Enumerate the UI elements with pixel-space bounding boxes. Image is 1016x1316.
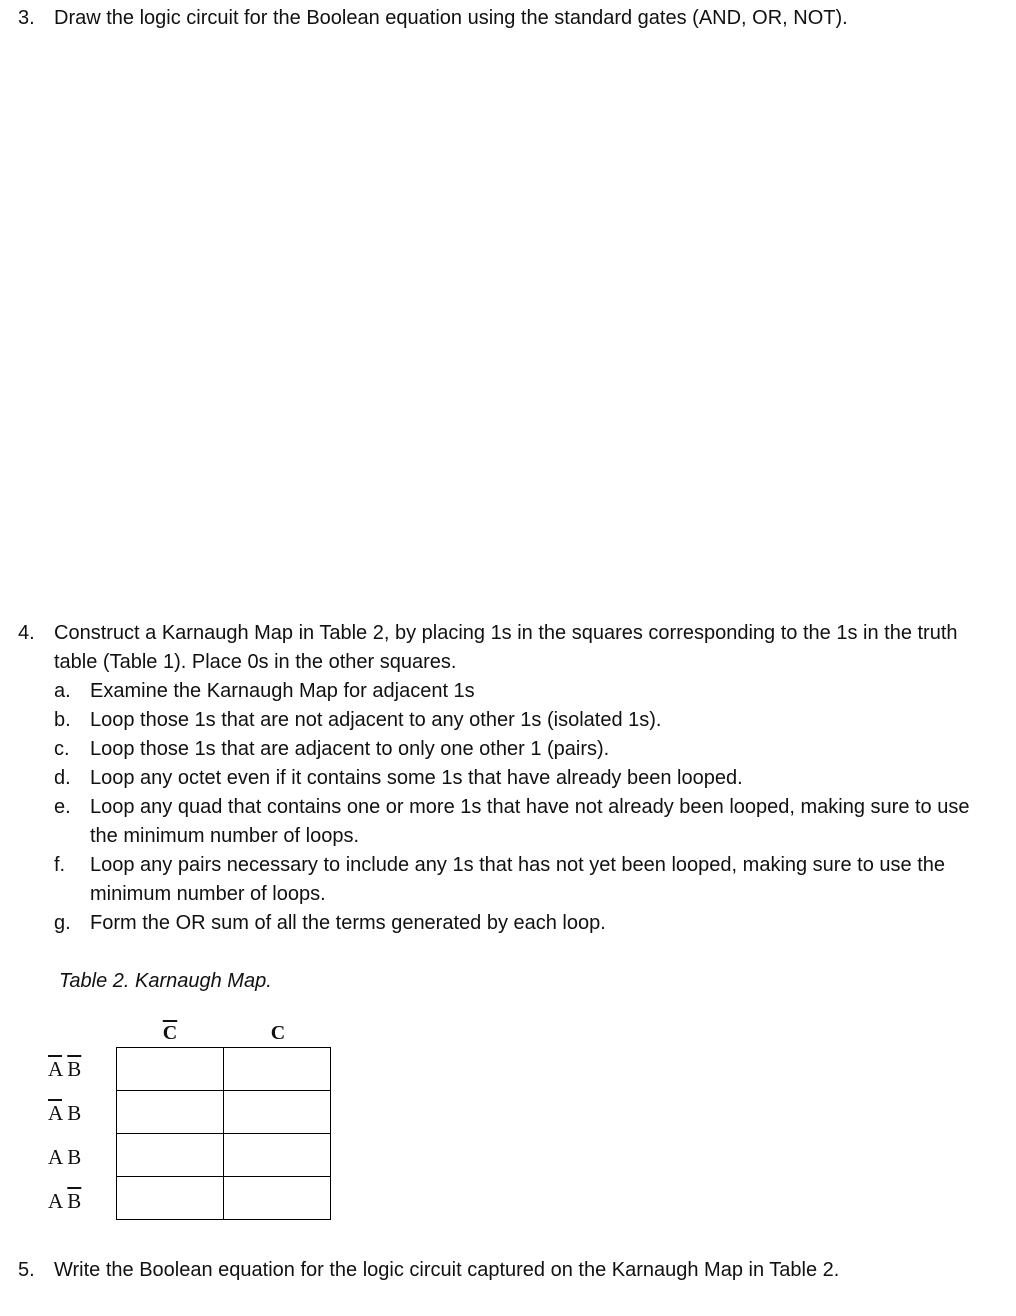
kmap-col-header-c-not <box>116 1022 224 1045</box>
subitem-letter: d. <box>54 767 71 789</box>
subitem-letter: b. <box>54 709 71 731</box>
kmap-row-header-a-b <box>48 1135 81 1179</box>
question-5 <box>18 1256 978 1285</box>
kmap-row-var-b: $\overline{B}$ <box>67 1057 82 1081</box>
kmap-cell[interactable] <box>117 1048 224 1091</box>
kmap-row-var-b: B <box>67 1145 82 1169</box>
question-5-number: 5. <box>18 1259 35 1281</box>
subitem-text: Loop any pairs necessary to include any 1s that has not yet been looped, making sure to use the minimum number of loops. <box>90 854 945 905</box>
question-4-text: Construct a Karnaugh Map in Table 2, by placing 1s in the squares corresponding to the 1s in the truth table (Table 1). Place 0s in the other squares. <box>54 622 958 673</box>
question-4 <box>18 619 978 677</box>
subitem-letter: a. <box>54 680 71 702</box>
kmap-cell[interactable] <box>224 1177 331 1220</box>
kmap-cell[interactable] <box>117 1134 224 1177</box>
kmap-col-header-text: $\overline{C}$ <box>162 1022 178 1044</box>
question-4-subitems <box>54 677 974 938</box>
subitem-f <box>54 851 974 909</box>
subitem-a <box>54 677 974 706</box>
subitem-d <box>54 764 974 793</box>
subitem-text: Loop those 1s that are not adjacent to any other 1s (isolated 1s). <box>90 709 662 731</box>
kmap-row-var-a: A <box>48 1189 63 1213</box>
question-3 <box>18 4 978 33</box>
kmap-col-header-text: C <box>270 1022 286 1044</box>
subitem-g <box>54 909 974 938</box>
kmap-cell[interactable] <box>117 1177 224 1220</box>
subitem-letter: f. <box>54 854 66 876</box>
kmap-row-var-a: $\overline{A}$ <box>48 1057 63 1081</box>
subitem-text: Loop any octet even if it contains some 1s that have already been looped. <box>90 767 743 789</box>
subitem-c <box>54 735 974 764</box>
subitem-text: Loop those 1s that are adjacent to only one other 1 (pairs). <box>90 738 610 760</box>
subitem-text: Examine the Karnaugh Map for adjacent 1s <box>90 680 475 702</box>
question-3-number: 3. <box>18 7 35 29</box>
kmap-row <box>117 1134 331 1177</box>
subitem-text: Form the OR sum of all the terms generated by each loop. <box>90 912 606 934</box>
subitem-b <box>54 706 974 735</box>
kmap-cell[interactable] <box>224 1048 331 1091</box>
kmap-cell[interactable] <box>224 1091 331 1134</box>
kmap-cell[interactable] <box>224 1134 331 1177</box>
kmap-row-header-a-not-b-not <box>48 1047 81 1091</box>
subitem-letter: g. <box>54 912 71 934</box>
kmap-row-var-b: $\overline{B}$ <box>67 1189 82 1213</box>
karnaugh-map-grid <box>116 1047 331 1220</box>
kmap-row-var-a: A <box>48 1145 63 1169</box>
kmap-row-var-b: B <box>67 1101 82 1125</box>
subitem-e <box>54 793 974 851</box>
kmap-col-header-c <box>224 1022 332 1045</box>
question-5-text: Write the Boolean equation for the logic circuit captured on the Karnaugh Map in Table 2. <box>54 1259 840 1281</box>
subitem-text: Loop any quad that contains one or more 1s that have not already been looped, making sure to use the minimum number of loops. <box>90 796 970 847</box>
subitem-letter: c. <box>54 738 70 760</box>
kmap-row-var-a: $\overline{A}$ <box>48 1101 63 1125</box>
kmap-cell[interactable] <box>117 1091 224 1134</box>
question-3-text: Draw the logic circuit for the Boolean equation using the standard gates (AND, OR, NOT). <box>54 7 848 29</box>
subitem-letter: e. <box>54 796 71 818</box>
kmap-row-header-a-not-b <box>48 1091 81 1135</box>
table-2-caption: Table 2. Karnaugh Map. <box>59 970 272 992</box>
kmap-row <box>117 1091 331 1134</box>
kmap-row <box>117 1048 331 1091</box>
kmap-row-header-a-b-not <box>48 1179 81 1223</box>
question-4-number: 4. <box>18 622 35 644</box>
kmap-row <box>117 1177 331 1220</box>
